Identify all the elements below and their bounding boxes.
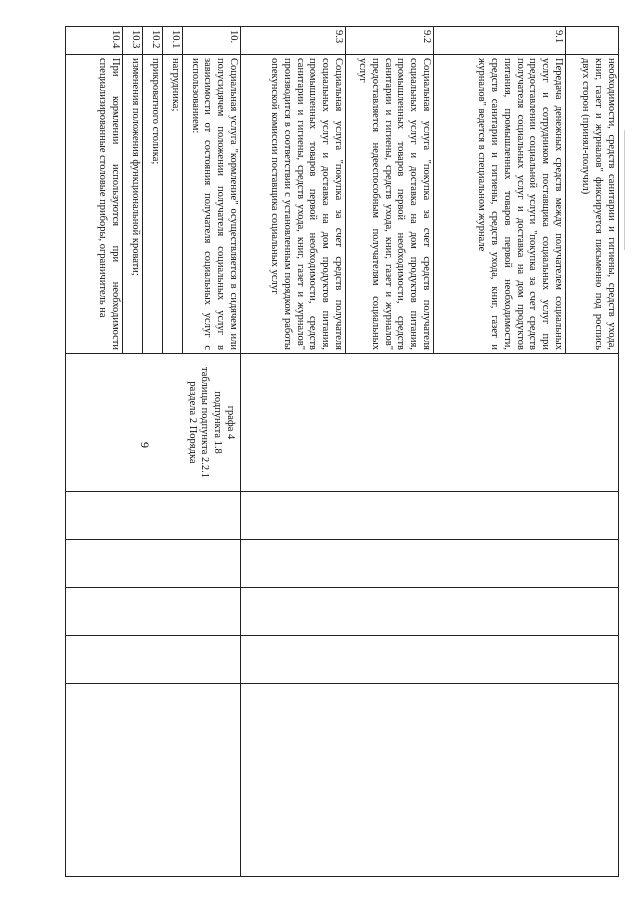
row-text: Социальная услуга "покупка за счет средств получателя социальных услуг и доставка на дом продуктов питания, промышленных товаров первой необходимости, средств санитарии и гигиены, средств ухода, книг, газет и журналов" производится в соответствии с установленным порядком работы опекунской комиссии поставщика социальных услуг	[241, 55, 346, 354]
row-number: 9.2	[346, 27, 434, 55]
row-text: изменения положения функциональной кровати;	[123, 55, 143, 354]
row-text: При кормлении используются при необходимости специализированные столовые приборы, ограничитель на	[66, 55, 123, 354]
source-cell-empty	[241, 354, 619, 492]
row-number: 9.1	[434, 27, 566, 55]
table-row	[183, 27, 241, 877]
row-text: Социальная услуга "кормление" осуществляется в сидячем или полусидячем положении получателя социальных услуг в зависимости от состояния получателя социальных услуг с использованием:	[183, 55, 241, 354]
source-note: графа 4 подпункта 1.8 таблицы подпункта 2.2.1 раздела 2 Порядка	[66, 354, 241, 492]
rotated-table-page	[66, 26, 619, 876]
page-number: 9	[138, 442, 152, 448]
row-number: 10.3	[123, 27, 143, 55]
row-text: необходимости, средств санитарии и гигиены, средств ухода, книг, газет и журналов" фиксируется письменно под роспись двух сторон (принял-получил)	[566, 55, 619, 354]
criteria-table	[65, 26, 619, 877]
row-number: 10.4	[66, 27, 123, 55]
scan-edge-mark	[624, 130, 631, 250]
row-number	[566, 27, 619, 55]
row-text: нагрудника;	[163, 55, 183, 354]
row-text: Социальная услуга "покупка за счет средств получателя социальных услуг и доставка на дом продуктов питания, промышленных товаров первой необходимости, средств санитарии и гигиены, средств ухода, книг, газет и журналов" предоставляется недееспособным получателям социальных услуг	[346, 55, 434, 354]
row-number: 10.1	[163, 27, 183, 55]
row-text: Передача денежных средств между получателем социальных услуг и сотрудником поставщика социальных услуг при предоставлении социальной услуги "покупка за счет средств получателя социальных услуг и доставка на дом продуктов питания, промышленных товаров первой необходимости, средств санитарии и гигиены, средств ухода, книг, газет и журналов" ведется в специальном журнале	[434, 55, 566, 354]
row-text: прикроватного столика;	[143, 55, 163, 354]
row-number: 9.3	[241, 27, 346, 55]
row-number: 10.2	[143, 27, 163, 55]
table-row	[566, 27, 619, 877]
row-number: 10.	[183, 27, 241, 55]
